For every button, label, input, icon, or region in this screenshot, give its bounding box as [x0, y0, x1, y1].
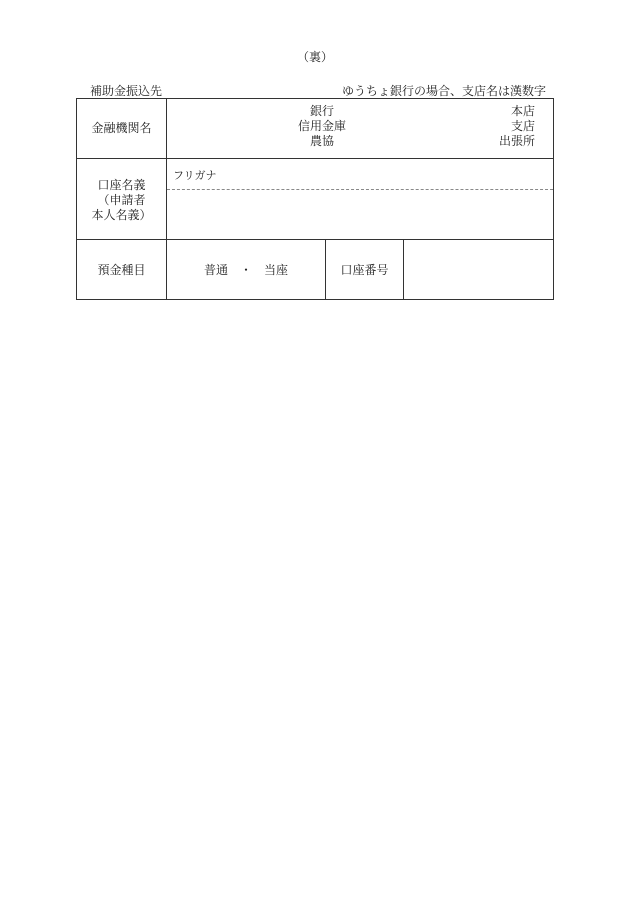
account-number-field[interactable]	[404, 240, 553, 300]
deposit-type-label: 預金種目	[97, 263, 146, 277]
transfer-destination-label: 補助金振込先	[90, 84, 163, 98]
institution-type-bank[interactable]: 銀行	[309, 104, 334, 118]
furigana-field[interactable]	[167, 159, 553, 189]
account-holder-label-line-3: 本人名義）	[91, 208, 152, 222]
bank-account-form-table	[76, 98, 554, 300]
account-holder-name-field[interactable]	[167, 190, 553, 239]
branch-type-sub-branch[interactable]: 出張所	[498, 134, 535, 148]
account-number-label: 口座番号	[340, 263, 389, 277]
deposit-type-options[interactable]: 普通 ・ 当座	[203, 263, 288, 277]
institution-name-field[interactable]	[167, 99, 553, 158]
institution-name-label: 金融機関名	[91, 121, 152, 135]
account-holder-label-line-1: 口座名義	[97, 178, 146, 192]
institution-type-agri-coop[interactable]: 農協	[309, 134, 334, 148]
branch-type-branch[interactable]: 支店	[510, 119, 535, 133]
account-holder-label-line-2: （申請者	[97, 193, 146, 207]
yucho-branch-note: ゆうちょ銀行の場合、支店名は漢数字	[341, 84, 546, 98]
branch-type-head-office[interactable]: 本店	[510, 104, 535, 118]
account-holder-label	[77, 178, 166, 223]
furigana-label: フリガナ	[173, 169, 217, 182]
institution-type-credit-union[interactable]: 信用金庫	[297, 119, 346, 133]
page-heading: （裏）	[296, 50, 333, 64]
